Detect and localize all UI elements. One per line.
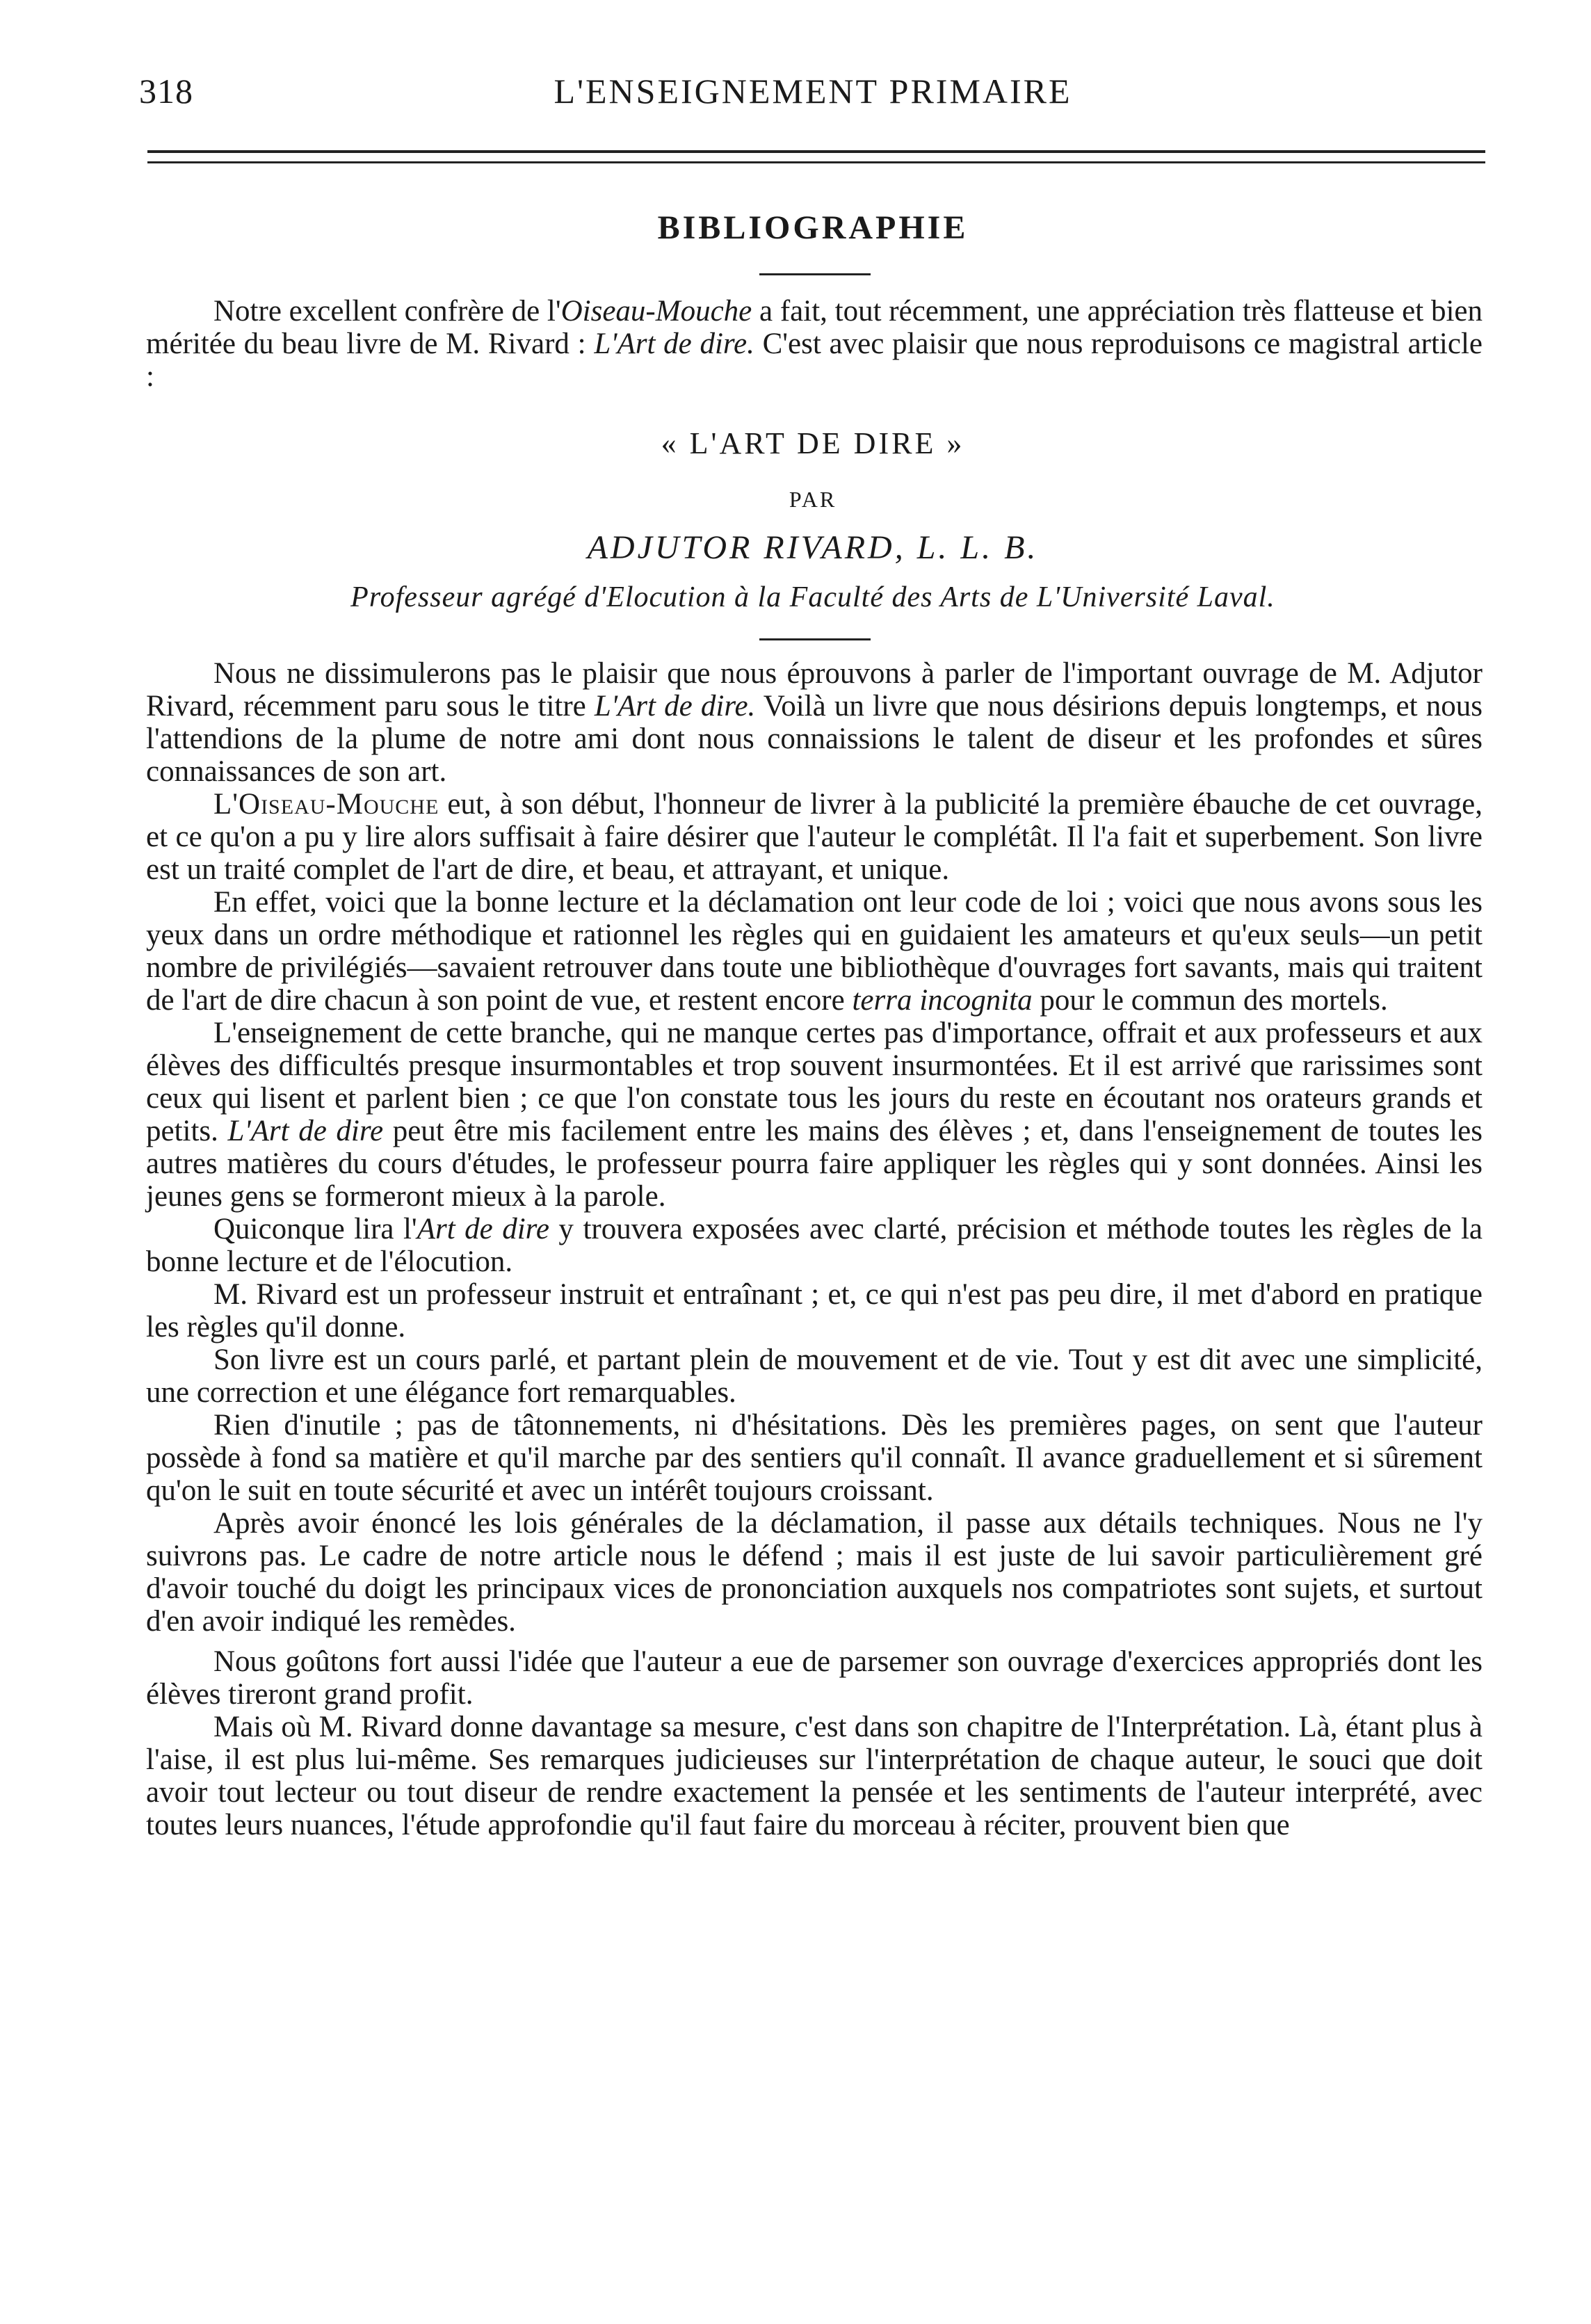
- body-p5-text-a: Quiconque lira l': [213, 1213, 417, 1245]
- body-paragraph-7: Son livre est un cours parlé, et partant plein de mouvement et de vie. Tout y est dit avec une simplicité, une correction et une élégance fort remarquables.: [146, 1343, 1483, 1409]
- body-paragraph-1: [146, 657, 1483, 788]
- intro-italic-oiseau-mouche: Oiseau-Mouche: [560, 295, 752, 328]
- intro-text-3: C'est avec plaisir que nous reproduisons ce magistral article :: [146, 328, 1483, 393]
- body-p2-smallcaps: L'Oiseau-Mouche: [213, 788, 439, 821]
- article-par: PAR: [789, 487, 837, 512]
- intro-text-1: Notre excellent confrère de l': [213, 295, 561, 328]
- running-title: L'ENSEIGNEMENT PRIMAIRE: [554, 72, 1072, 111]
- body-p4-text-a: L'enseignement de cette branche, qui ne manque certes pas d'importance, offrait et aux professeurs et aux élèves des difficultés presque insurmontables et trop souvent insurmontées. Et il est arrivé que rarissimes sont ceux qui lisent et parlent bien ; ce que l'on constate tous les jours du reste en écoutant nos orateurs grands et petits.: [146, 1017, 1483, 1147]
- body-paragraph-4: [146, 1017, 1483, 1213]
- article-body: [146, 657, 1483, 1841]
- body-p1-text-b: Voilà un livre que nous désirions depuis longtemps, et nous l'attendions de la plume de notre ami dont nous connaissions le talent de diseur et les profondes et sûres connaissances de son art.: [146, 690, 1483, 788]
- body-p3-text-a: En effet, voici que la bonne lecture et la déclamation ont leur code de loi ; voici que nous avons sous les yeux dans un ordre méthodique et rationnel les règles qui en guidaient les amateurs et qu'eux seuls—un petit nombre de privilégiés—savaient retrouver dans toute une bibliothèque d'ouvrages fort savants, mais qui traitent de l'art de dire chacun à son point de vue, et restent encore: [146, 886, 1483, 1017]
- body-paragraph-2: [146, 788, 1483, 886]
- page-header: [139, 71, 1487, 127]
- body-p5-italic: Art de dire: [417, 1213, 549, 1245]
- body-p3-text-b: pour le commun des mortels.: [1032, 984, 1388, 1017]
- article-author: ADJUTOR RIVARD, L. L. B.: [587, 529, 1039, 566]
- body-p1-text-a: Nous ne dissimulerons pas le plaisir que nous éprouvons à parler de l'important ouvrage de M. Adjutor Rivard, récemment paru sous le titre: [146, 657, 1483, 723]
- body-p4-text-b: peut être mis facilement entre les mains des élèves ; et, dans l'enseignement de toutes les autres matières du cours d'études, le professeur pourra faire appliquer les règles qui y sont données. Ainsi les jeunes gens se formeront mieux à la parole.: [146, 1115, 1483, 1213]
- body-paragraph-3: [146, 886, 1483, 1017]
- body-paragraph-6: M. Rivard est un professeur instruit et entraînant ; et, ce qui n'est pas peu dire, il met d'abord en pratique les règles qu'il donne.: [146, 1278, 1483, 1343]
- body-p4-italic: L'Art de dire: [227, 1115, 384, 1147]
- body-paragraph-5: [146, 1213, 1483, 1278]
- body-paragraph-11: Mais où M. Rivard donne davantage sa mesure, c'est dans son chapitre de l'Interprétation. Là, étant plus à l'aise, il est plus lui-même. Ses remarques judicieuses sur l'interprétation de chaque auteur, le souci que doit avoir tout lecteur ou tout diseur de rendre exactement la pensée et les sentiments de l'auteur interprété, avec toutes leurs nuances, l'étude approfondie qu'il faut faire du morceau à réciter, prouvent bien que: [146, 1711, 1483, 1841]
- article-affiliation: Professeur agrégé d'Elocution à la Faculté des Arts de L'Université Laval.: [350, 581, 1275, 613]
- article-title: « L'ART DE DIRE »: [661, 426, 965, 460]
- body-p5-text-b: y trouvera exposées avec clarté, précision et méthode toutes les règles de la bonne lecture et de l'élocution.: [146, 1213, 1483, 1278]
- intro-italic-book-title: L'Art de dire.: [594, 328, 754, 360]
- section-title: BIBLIOGRAPHIE: [657, 209, 969, 246]
- header-rule-thin: [147, 161, 1485, 163]
- body-paragraph-9: Après avoir énoncé les lois générales de la déclamation, il passe aux détails techniques. Nous ne l'y suivrons pas. Le cadre de notre article nous le défend ; mais il est juste de lui savoir particulièrement gré d'avoir touché du doigt les principaux vices de prononciation auxquels nos compatriotes sont sujets, et surtout d'en avoir indiqué les remèdes.: [146, 1507, 1483, 1638]
- intro-paragraph: [146, 295, 1483, 393]
- title-divider: [759, 273, 871, 275]
- intro-text-2: a fait, tout récemment, une appréciation très flatteuse et bien méritée du beau livre de M. Rivard :: [146, 295, 1483, 360]
- body-paragraph-8: Rien d'inutile ; pas de tâtonnements, ni d'hésitations. Dès les premières pages, on sent que l'auteur possède à fond sa matière et qu'il marche par des sentiers qu'il connaît. Il avance graduellement et si sûrement qu'on le suit en toute sécurité et avec un intérêt toujours croissant.: [146, 1409, 1483, 1507]
- body-p3-italic: terra incognita: [852, 984, 1033, 1017]
- body-p2-text: eut, à son début, l'honneur de livrer à la publicité la première ébauche de cet ouvrage, et ce qu'on a pu y lire alors suffisait à faire désirer que l'auteur le complétât. Il l'a fait et superbement. Son livre est un traité complet de l'art de dire, et beau, et attrayant, et unique.: [146, 788, 1483, 886]
- article-divider: [759, 638, 871, 640]
- page-number: 318: [139, 72, 193, 111]
- body-paragraph-10: Nous goûtons fort aussi l'idée que l'auteur a eue de parsemer son ouvrage d'exercices appropriés dont les élèves tireront grand profit.: [146, 1645, 1483, 1711]
- intro-paragraph-block: [146, 295, 1483, 393]
- header-rule-thick: [147, 150, 1485, 153]
- body-p1-italic: L'Art de dire.: [594, 690, 756, 723]
